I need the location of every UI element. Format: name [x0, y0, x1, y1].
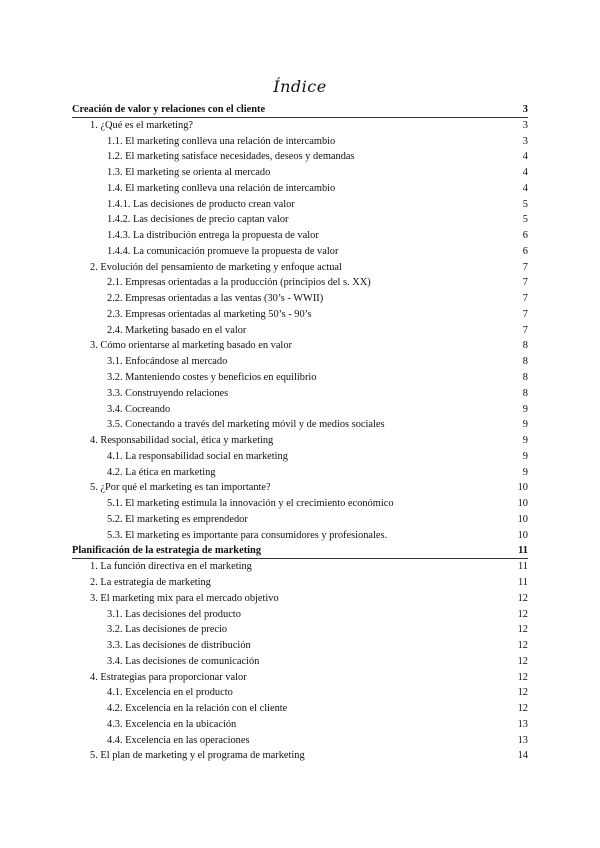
toc-page-number: 10 [517, 482, 528, 494]
toc-page-number: 9 [522, 403, 528, 415]
toc-page-number: 7 [522, 308, 528, 320]
toc-page-number: 12 [517, 655, 528, 667]
toc-entry-text: 4.1. La responsabilidad social en marketing [107, 450, 288, 462]
toc-entry-text: 3. El marketing mix para el mercado objetivo [90, 592, 279, 604]
toc-subsection[interactable] [72, 291, 528, 307]
toc-page-number: 7 [522, 277, 528, 289]
toc-entry-text: 1.4.1. Las decisiones de producto crean valor [107, 198, 295, 210]
toc-entry-text: Creación de valor y relaciones con el cliente [72, 104, 266, 115]
toc-page-number: 8 [522, 356, 528, 368]
toc-page-number: 10 [517, 513, 528, 525]
toc-entry-text: 1. La función directiva en el marketing [90, 561, 252, 573]
toc-subsection[interactable] [72, 417, 528, 433]
toc-subsection[interactable] [72, 275, 528, 291]
toc-page-number: 6 [522, 230, 528, 242]
toc-section[interactable] [72, 559, 528, 575]
toc-entry-text: 4. Responsabilidad social, ética y marketing [90, 435, 274, 447]
toc-chapter[interactable] [72, 102, 528, 118]
toc-page-number: 5 [522, 198, 528, 210]
toc-subsection[interactable] [72, 370, 528, 386]
toc-subsection[interactable] [72, 323, 528, 339]
toc-page-number: 9 [522, 466, 528, 478]
toc-subsection[interactable] [72, 638, 528, 654]
toc-entry-text: 2.1. Empresas orientadas a la producción (principios del s. XX) [107, 277, 371, 289]
toc-subsection[interactable] [72, 622, 528, 638]
toc-section[interactable] [72, 670, 528, 686]
toc-page-number: 7 [522, 293, 528, 305]
toc-subsection[interactable] [72, 402, 528, 418]
toc-page-number: 13 [517, 734, 528, 746]
toc-page-number: 12 [517, 640, 528, 652]
toc-section[interactable] [72, 591, 528, 607]
toc-entry-text: 1.4.4. La comunicación promueve la propuesta de valor [107, 245, 339, 257]
toc-entry-text: 4.2. Excelencia en la relación con el cliente [107, 703, 288, 715]
toc-entry-text: 3.5. Conectando a través del marketing móvil y de medios sociales [107, 419, 385, 431]
toc-section[interactable] [72, 433, 528, 449]
toc-section[interactable] [72, 338, 528, 354]
toc-section[interactable] [72, 118, 528, 134]
toc-page-number: 9 [522, 419, 528, 431]
toc-entry-text: 5. ¿Por qué el marketing es tan importante? [90, 482, 271, 494]
toc-subsection[interactable] [72, 165, 528, 181]
toc-page-number: 4 [522, 182, 528, 194]
toc-entry-text: 3. Cómo orientarse al marketing basado en valor [90, 340, 292, 352]
toc-subsection[interactable] [72, 181, 528, 197]
toc-entry-text: 4.1. Excelencia en el producto [107, 687, 233, 699]
toc-page-number: 12 [517, 703, 528, 715]
toc-section[interactable] [72, 575, 528, 591]
toc-entry-text: 3.4. Cocreando [107, 403, 171, 415]
toc-page-number: 6 [522, 245, 528, 257]
toc-entry-text: 3.2. Las decisiones de precio [107, 624, 228, 636]
toc-page-number: 3 [522, 135, 528, 147]
toc-subsection[interactable] [72, 496, 528, 512]
toc-subsection[interactable] [72, 307, 528, 323]
toc-page-number: 12 [517, 624, 528, 636]
toc-page-number: 7 [522, 324, 528, 336]
toc-entry-text: 5. El plan de marketing y el programa de marketing [90, 750, 305, 762]
toc-subsection[interactable] [72, 465, 528, 481]
toc-section[interactable] [72, 748, 528, 764]
toc-section[interactable] [72, 480, 528, 496]
page-title: Índice [273, 77, 327, 96]
toc-page-number: 11 [517, 576, 528, 588]
toc-subsection[interactable] [72, 528, 528, 544]
toc-page-number: 3 [522, 119, 528, 131]
toc-subsection[interactable] [72, 449, 528, 465]
toc-subsection[interactable] [72, 607, 528, 623]
toc-page-number: 10 [517, 498, 528, 510]
toc-entry-text: 2. Evolución del pensamiento de marketing y enfoque actual [90, 261, 342, 273]
toc-entry-text: 3.1. Las decisiones del producto [107, 608, 241, 620]
toc-subsection[interactable] [72, 386, 528, 402]
toc-subsection[interactable] [72, 654, 528, 670]
toc-subsection[interactable] [72, 354, 528, 370]
toc-entry-text: 1.2. El marketing satisface necesidades, deseos y demandas [107, 151, 355, 163]
toc-page-number: 13 [517, 718, 528, 730]
toc-entry-text: 3.2. Manteniendo costes y beneficios en equilibrio [107, 372, 317, 384]
toc-entry-text: 4. Estrategias para proporcionar valor [90, 671, 247, 683]
toc-subsection[interactable] [72, 134, 528, 150]
toc-entry-text: 4.3. Excelencia en la ubicación [107, 718, 237, 730]
toc-page-number: 8 [522, 387, 528, 399]
toc-subsection[interactable] [72, 197, 528, 213]
toc-subsection[interactable] [72, 228, 528, 244]
toc-entry-text: 5.2. El marketing es emprendedor [107, 513, 248, 525]
toc-entry-text: 1.4.3. La distribución entrega la propuesta de valor [107, 230, 319, 242]
toc-entry-text: Planificación de la estrategia de marketing [72, 545, 262, 557]
toc-page-number: 12 [517, 687, 528, 699]
toc-entry-text: 2.4. Marketing basado en el valor [107, 324, 247, 336]
table-of-contents [72, 102, 528, 764]
toc-page-number: 3 [522, 104, 528, 115]
toc-entry-text: 1.4.2. Las decisiones de precio captan valor [107, 214, 289, 226]
toc-entry-text: 2.3. Empresas orientadas al marketing 50’s - 90’s [107, 308, 312, 320]
toc-entry-text: 5.3. El marketing es importante para consumidores y profesionales. [107, 529, 388, 541]
toc-page-number: 11 [518, 545, 528, 557]
toc-page-number: 9 [522, 450, 528, 462]
toc-subsection[interactable] [72, 244, 528, 260]
toc-page-number: 5 [522, 214, 528, 226]
toc-entry-text: 3.3. Las decisiones de distribución [107, 640, 251, 652]
toc-entry-text: 5.1. El marketing estimula la innovación y el crecimiento económico [107, 498, 394, 510]
toc-entry-text: 3.3. Construyendo relaciones [107, 387, 229, 399]
toc-subsection[interactable] [72, 701, 528, 717]
toc-subsection[interactable] [72, 733, 528, 749]
toc-entry-text: 1.4. El marketing conlleva una relación de intercambio [107, 182, 336, 194]
toc-entry-text: 2.2. Empresas orientadas a las ventas (30’s - WWII) [107, 293, 324, 305]
toc-entry-text: 1.3. El marketing se orienta al mercado [107, 167, 271, 179]
toc-section[interactable] [72, 260, 528, 276]
toc-chapter[interactable] [72, 543, 528, 559]
toc-page-number: 9 [522, 435, 528, 447]
toc-page-number: 14 [517, 750, 528, 762]
toc-entry-text: 4.4. Excelencia en las operaciones [107, 734, 250, 746]
toc-page-number: 4 [522, 151, 528, 163]
toc-subsection[interactable] [72, 212, 528, 228]
toc-entry-text: 1.1. El marketing conlleva una relación de intercambio [107, 135, 336, 147]
toc-page-number: 11 [517, 561, 528, 573]
toc-page-number: 12 [517, 592, 528, 604]
toc-entry-text: 1. ¿Qué es el marketing? [90, 119, 193, 131]
toc-page-number: 12 [517, 608, 528, 620]
toc-page-number: 8 [522, 340, 528, 352]
toc-page-number: 8 [522, 372, 528, 384]
toc-subsection[interactable] [72, 717, 528, 733]
toc-page-number: 7 [522, 261, 528, 273]
toc-subsection[interactable] [72, 685, 528, 701]
toc-entry-text: 4.2. La ética en marketing [107, 466, 216, 478]
toc-page-number: 12 [517, 671, 528, 683]
toc-entry-text: 3.1. Enfocándose al mercado [107, 356, 228, 368]
toc-page-number: 4 [522, 167, 528, 179]
toc-subsection[interactable] [72, 512, 528, 528]
toc-page-number: 10 [517, 529, 528, 541]
toc-entry-text: 2. La estrategia de marketing [90, 576, 211, 588]
toc-subsection[interactable] [72, 149, 528, 165]
toc-entry-text: 3.4. Las decisiones de comunicación [107, 655, 260, 667]
